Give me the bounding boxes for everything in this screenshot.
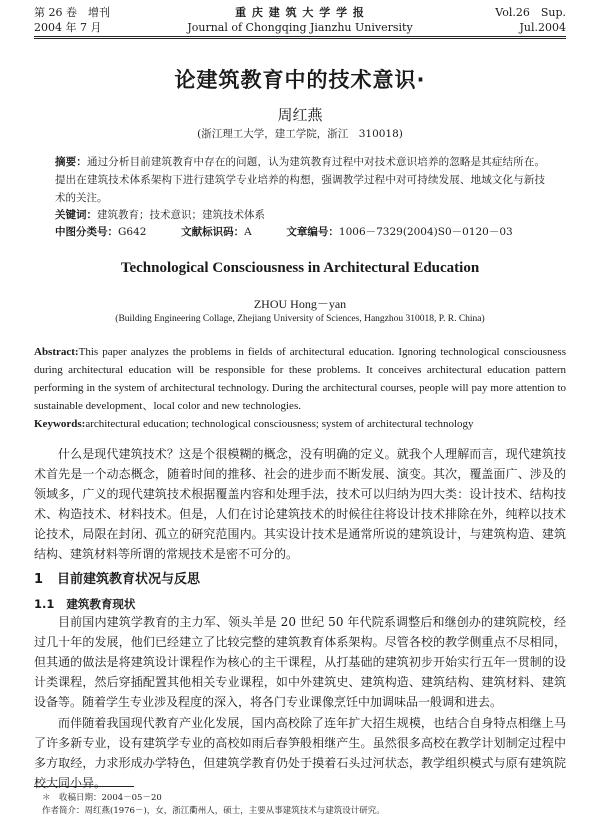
article-no-value: 1006－7329(2004)S0－0120－03: [338, 226, 513, 238]
journal-name-cn: 重 庆 建 筑 大 学 学 报: [235, 6, 365, 19]
keywords-en-label: Keywords:: [34, 418, 86, 430]
article-no-label: 文章编号：: [286, 226, 339, 238]
doc-code-value: A: [244, 226, 252, 238]
section-1-number: 1: [34, 572, 44, 587]
abstract-en-label: Abstract:: [34, 346, 79, 358]
abstract-cn: [55, 153, 545, 207]
affiliation-en: (Building Engineering Collage, Zhejiang University of Sciences, Hangzhou 310018, P. R. China): [115, 314, 485, 324]
journal-name-en: Journal of Chongqing Jianzhu University: [187, 21, 413, 34]
author-cn: 周红燕: [277, 106, 323, 124]
journal-date-cn: 2004 年 7 月: [34, 21, 102, 34]
abstract-en: [34, 343, 566, 433]
journal-volume-en: Vol.26 Sup.: [495, 6, 566, 19]
footnote-received: ＊ 收稿日期：2004－05－20: [42, 793, 162, 803]
header-rule-2: [34, 38, 566, 39]
body-paragraph-1: 目前国内建筑学教育的主力军、领头羊是 20 世纪 50 年代院系调整后和继创办的建筑院校，经过几十年的发展，他们已经建立了比较完整的建筑教育体系架构。尽管各校的教学侧重点不尽相同，但其通的做法是将建筑设计课程作为核心的主干课程，从打基础的建筑初步开始实行五年一贯制的设计类课程，然后穿插配置其他相关专业课程，如中外建筑史、建筑构造、建筑结构、建筑材料、建筑设备等。随着学生专业涉及程度的深入，将各门专业课像烹饪中加调味品一般调和进去。: [34, 615, 566, 709]
section-1-title: 目前建筑教育状况与反思: [57, 572, 201, 587]
footnote-author-bio: 作者简介：周红燕(1976－)，女，浙江衢州人，硕士，主要从事建筑技术与建筑设计研究。: [42, 806, 385, 816]
keywords-en-text: architectural education; technological consciousness; system of architectural technology: [85, 418, 474, 430]
affiliation-cn: (浙江理工大学，建工学院，浙江 310018): [197, 128, 403, 140]
body-paragraph-2: 而伴随着我国现代教育产业化发展，国内高校除了连年扩大招生规模，也结合自身特点相继上马了许多新专业，设有建筑学专业的高校如雨后春笋般相继产生。虽然很多高校在教学计划制定过程中多方取经，力求形成办学特色，但建筑学教育仍处于摸着石头过河状态，教学组织模式与原有建筑院校大同小异。: [34, 716, 566, 790]
author-en: ZHOU Hong－yan: [253, 297, 347, 311]
journal-volume-cn: 第 26 卷 增刊: [34, 6, 110, 19]
keywords-cn-label: 关键词：: [55, 209, 97, 221]
classification-line: [55, 224, 513, 241]
paper-title-cn: 论建筑教育中的技术意识·: [174, 68, 426, 92]
journal-date-en: Jul.2004: [519, 21, 566, 34]
keywords-cn-text: 建筑教育；技术意识；建筑技术体系: [97, 209, 265, 221]
clc-value: G642: [118, 226, 147, 238]
intro-paragraph: 什么是现代建筑技术？这是个很模糊的概念，没有明确的定义。就我个人理解而言，现代建筑技术首先是一个动态概念，随着时间的推移、社会的进步而不断发展、演变。其次，覆盖面广、涉及的领域多，广义的现代建筑技术根据覆盖内容和处理手法，技术可以归纳为四大类：设计技术、结构技术、构造技术、材料技术。但是，人们在讨论建筑技术的时候往往将设计技术排除在外，纯粹以技术论技术，局限在封闭、孤立的研究范围内。其实设计技术是通常所说的建筑设计，与建筑构造、建筑结构、建筑材料等所谓的常规技术是密不可分的。: [34, 447, 566, 561]
doc-code-label: 文献标识码：: [181, 226, 245, 238]
section-1-1-number: 1.1: [34, 597, 55, 611]
paper-title-en: Technological Consciousness in Architectural Education: [120, 260, 480, 276]
header-rule: [34, 36, 566, 37]
abstract-en-text: This paper analyzes the problems in fields of architectural education. Ignoring technological consciousness during architectural education will be responsible for these problems. It conceives architectural education pattern performing in the system of architectural technology. During the architectural courses, people will pay more attention to sustainable development、local color and new technologies.: [34, 346, 566, 412]
abstract-cn-label: 摘要：: [55, 156, 87, 168]
clc-label: 中图分类号：: [55, 226, 118, 238]
footnote-rule: [34, 786, 134, 787]
abstract-cn-text: 通过分析目前建筑教育中存在的问题，认为建筑教育过程中对技术意识培养的忽略是其症结所在。提出在建筑技术体系架构下进行建筑学专业培养的构想，强调教学过程中对可持续发展、地域文化与新技术的关注。: [55, 156, 546, 204]
section-1-1-title: 建筑教育现状: [66, 597, 136, 611]
section-1-1-heading: [34, 596, 135, 612]
section-1-heading: [34, 568, 200, 587]
keywords-cn: [55, 207, 545, 224]
